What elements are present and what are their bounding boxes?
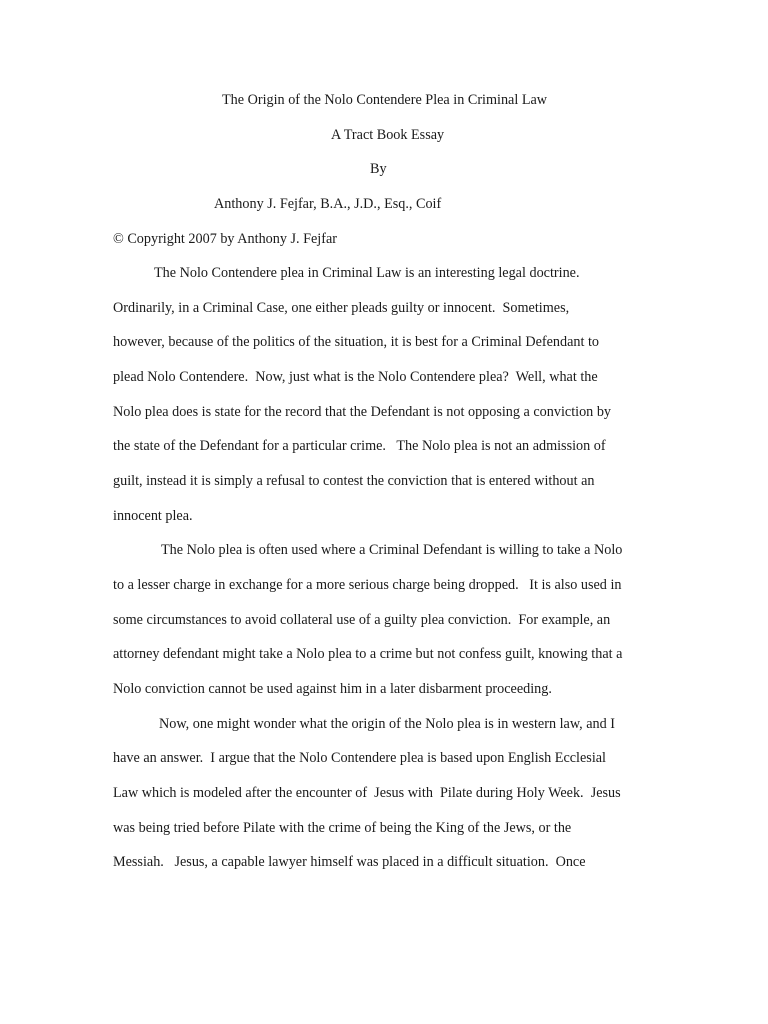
body-line: the state of the Defendant for a particular crime. The Nolo plea is not an admission of: [113, 438, 606, 454]
body-line: plead Nolo Contendere. Now, just what is the Nolo Contendere plea? Well, what the: [113, 369, 598, 385]
body-line: Nolo plea does is state for the record that the Defendant is not opposing a conviction by: [113, 404, 612, 420]
copyright-line: © Copyright 2007 by Anthony J. Fejfar: [113, 231, 337, 247]
author-line: Anthony J. Fejfar, B.A., J.D., Esq., Coif: [214, 196, 442, 212]
body-line: Law which is modeled after the encounter of Jesus with Pilate during Holy Week. Jesus: [113, 785, 621, 801]
body-line: Nolo conviction cannot be used against him in a later disbarment proceeding.: [113, 681, 552, 697]
body-line: The Nolo plea is often used where a Criminal Defendant is willing to take a Nolo: [161, 542, 623, 558]
body-line: Ordinarily, in a Criminal Case, one either pleads guilty or innocent. Sometimes,: [113, 300, 570, 316]
body-line: attorney defendant might take a Nolo plea to a crime but not confess guilt, knowing that a: [113, 646, 623, 662]
document-title: The Origin of the Nolo Contendere Plea in Criminal Law: [222, 92, 548, 108]
body-line: Messiah. Jesus, a capable lawyer himself was placed in a difficult situation. Once: [113, 854, 586, 870]
body-line: some circumstances to avoid collateral use of a guilty plea conviction. For example, an: [113, 612, 611, 628]
document-subtitle: A Tract Book Essay: [331, 127, 445, 143]
body-line: guilt, instead it is simply a refusal to contest the conviction that is entered without an: [113, 473, 595, 489]
body-line: innocent plea.: [113, 508, 193, 524]
body-line: was being tried before Pilate with the crime of being the King of the Jews, or the: [113, 820, 572, 836]
body-line: have an answer. I argue that the Nolo Contendere plea is based upon English Ecclesial: [113, 750, 606, 766]
body-line: The Nolo Contendere plea in Criminal Law is an interesting legal doctrine.: [154, 265, 580, 281]
body-line: however, because of the politics of the situation, it is best for a Criminal Defendant to: [113, 334, 600, 350]
body-line: Now, one might wonder what the origin of the Nolo plea is in western law, and I: [159, 716, 615, 732]
body-line: to a lesser charge in exchange for a more serious charge being dropped. It is also used in: [113, 577, 622, 593]
byline-label: By: [370, 161, 387, 177]
